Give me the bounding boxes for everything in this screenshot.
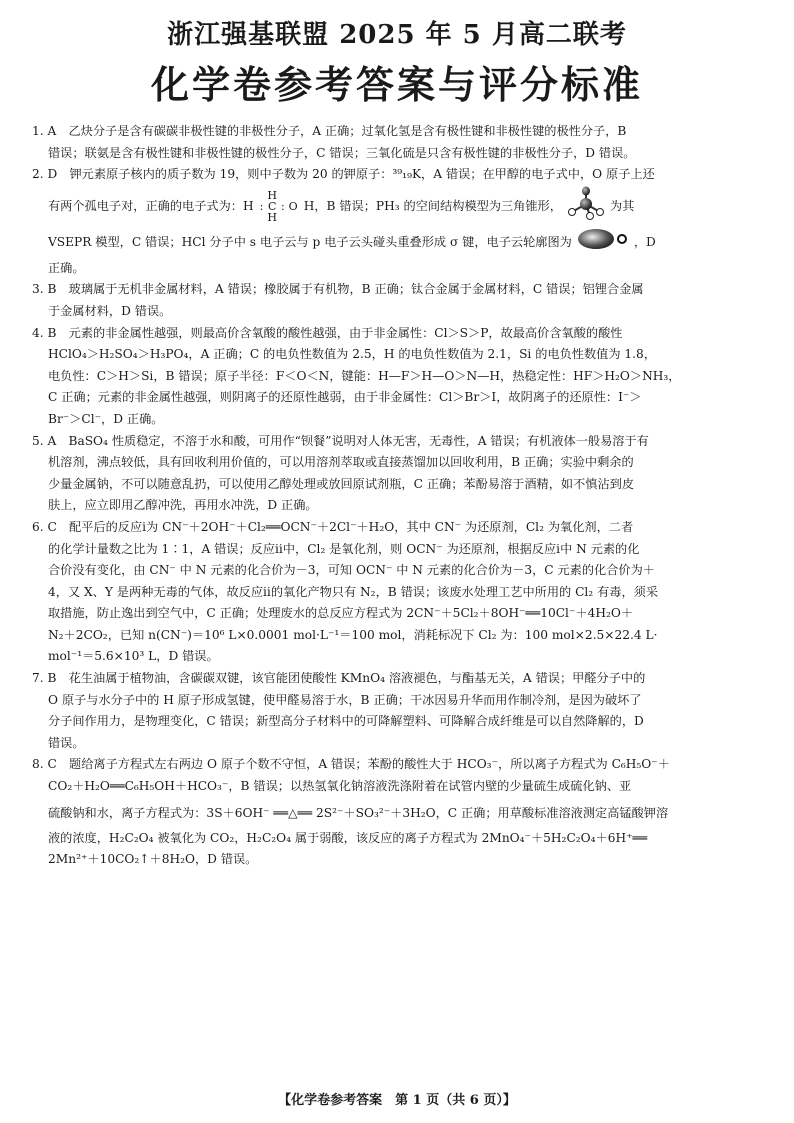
answer-line: 液的浓度，H₂C₂O₄ 被氧化为 CO₂，H₂C₂O₄ 属于弱酸，该反应的离子方程式为 2MnO₄⁻＋5H₂C₂O₄＋6H⁺══ — [48, 830, 648, 845]
structure-atom: O — [288, 200, 298, 214]
answer-item-5 — [32, 431, 766, 517]
methanol-electron-formula — [258, 190, 300, 223]
answer-text: 有两个孤电子对，正确的电子式为：H — [48, 198, 254, 213]
document-subtitle: 化学卷参考答案与评分标准 — [150, 62, 643, 107]
exam-title: 浙江强基联盟 2025 年 5 月高二联考 — [167, 20, 627, 50]
answer-content — [32, 121, 766, 871]
answer-line: Br⁻＞Cl⁻，D 正确。 — [48, 411, 164, 426]
answer-line-with-figure — [32, 228, 766, 258]
answer-line: N₂＋2CO₂，已知 n(CN⁻)＝10⁶ L×0.0001 mol·L⁻¹＝100 mol，消耗标况下 Cl₂ 为：100 mol×2.5×22.4 L· — [48, 627, 658, 642]
page-footer: 【化学卷参考答案 第 1 页（共 6 页）】 — [278, 1093, 516, 1108]
answer-line-with-formula — [32, 186, 766, 228]
answer-text: ，D — [633, 234, 656, 249]
electron-cloud-image — [576, 228, 630, 258]
answer-line: 6. C 配平后的反应ⅰ为 CN⁻＋2OH⁻＋Cl₂══OCN⁻＋2Cl⁻＋H₂O，其中 CN⁻ 为还原剂，Cl₂ 为氧化剂，二者 — [32, 519, 634, 534]
answer-line: O 原子与水分子中的 H 原子形成氢键，使甲醛易溶于水，B 正确；干冰因易升华而用作制冷剂，是因为破坏了 — [48, 692, 642, 707]
answer-line: 合价没有变化，由 CN⁻ 中 N 元素的化合价为－3，可知 OCN⁻ 中 N 元素的化合价为－3，C 元素的化合价为＋ — [48, 563, 655, 578]
answer-line: 错误；联氨是含有极性键和非极性键的极性分子，C 错误；三氧化硫是只含有极性键的非极性分子，D 错误。 — [48, 145, 636, 160]
answer-line: 8. C 题给离子方程式左右两边 O 原子个数不守恒，A 错误；苯酚的酸性大于 HCO₃⁻，所以离子方程式为 C₆H₅O⁻＋ — [32, 757, 670, 772]
structure-colon: : — [280, 200, 285, 214]
answer-line: 7. B 花生油属于植物油，含碳碳双键，该官能团使酸性 KMnO₄ 溶液褪色，与酯基无关，A 错误；甲醛分子中的 — [32, 671, 646, 686]
answer-item-2 — [32, 164, 766, 279]
answer-line: 4. B 元素的非金属性越强，则最高价含氧酸的酸性越强，由于非金属性：Cl＞S＞P，故最高价含氧酸的酸性 — [32, 325, 623, 340]
answer-line: 4，又 X、Y 是两种无毒的气体，故反应ⅱ的氧化产物只有 N₂，B 错误；该废水处理工艺中所用的 Cl₂ 有毒，须采 — [48, 584, 659, 599]
answer-item-8 — [32, 754, 766, 870]
answer-item-1 — [32, 121, 766, 164]
answer-text: VSEPR 模型，C 错误；HCl 分子中 s 电子云与 p 电子云头碰头重叠形成 σ 键，电子云轮廓图为 — [48, 234, 572, 249]
answer-line: mol⁻¹＝5.6×10³ L，D 错误。 — [48, 649, 219, 664]
structure-colon: : — [259, 200, 264, 214]
answer-line: 1. A 乙炔分子是含有碳碳非极性键的非极性分子，A 正确；过氧化氢是含有极性键和非极性键的极性分子，B — [32, 124, 627, 138]
answer-line: 机溶剂，沸点较低，具有回收利用价值的，可以用溶剂萃取或直接蒸馏加以回收利用，B 正确；实验中剩余的 — [48, 455, 634, 470]
structure-atom: H — [267, 211, 277, 225]
vsepr-model-image — [566, 186, 606, 228]
answer-item-7 — [32, 668, 766, 754]
answer-item-6 — [32, 517, 766, 668]
answer-line: 5. A BaSO₄ 性质稳定，不溶于水和酸，可用作“钡餐”说明对人体无害，无毒性，A 错误；有机液体一般易溶于有 — [32, 433, 649, 448]
answer-line: 错误。 — [48, 735, 85, 750]
answer-item-4 — [32, 323, 766, 431]
answer-line: 的化学计量数之比为 1∶1，A 错误；反应ⅱ中，Cl₂ 是氧化剂，则 OCN⁻ 为还原剂，根据反应ⅰ中 N 元素的化 — [48, 541, 640, 556]
answer-line-equation: 硫酸钠和水，离子方程式为：3S＋6OH⁻ ══△══ 2S²⁻＋SO₃²⁻＋3H₂O，C 正确；用草酸标准溶液测定高锰酸钾溶 — [48, 805, 669, 820]
answer-text: 为其 — [609, 198, 635, 213]
answer-line: C 正确；元素的非金属性越强，则阴离子的还原性越弱，由于非金属性：Cl＞Br＞I，故阴离子的还原性：I⁻＞ — [48, 390, 642, 405]
answer-line: 分子间作用力，是物理变化，C 错误；新型高分子材料中的可降解塑料、可降解合成纤维是可以自然降解的，D — [48, 714, 644, 729]
answer-line: CO₂＋H₂O══C₆H₅OH＋HCO₃⁻，B 错误；以热氢氧化钠溶液洗涤附着在试管内壁的少量硫生成硫化钠、亚 — [48, 779, 632, 794]
answer-line: 3. B 玻璃属于无机非金属材料，A 错误；橡胶属于有机物，B 正确；钛合金属于金属材料，C 错误；铝锂合金属 — [32, 282, 644, 297]
answer-line: HClO₄＞H₂SO₄＞H₃PO₄，A 正确；C 的电负性数值为 2.5，H 的电负性数值为 2.1，Si 的电负性数值为 1.8， — [48, 347, 656, 362]
answer-line: 取措施，防止逸出到空气中，C 正确；处理废水的总反应方程式为 2CN⁻＋5Cl₂＋8OH⁻══10Cl⁻＋4H₂O＋ — [48, 606, 634, 621]
answer-line: 正确。 — [48, 260, 85, 275]
answer-item-3 — [32, 279, 766, 322]
answer-line: 2Mn²⁺＋10CO₂↑＋8H₂O，D 错误。 — [48, 852, 258, 867]
answer-line: 2. D 钾元素原子核内的质子数为 19，则中子数为 20 的钾原子：³⁹₁₉K，A 错误；在甲醇的电子式中，O 原子上还 — [32, 167, 655, 182]
answer-line: 肤上，应立即用乙醇冲洗，再用水冲洗，D 正确。 — [48, 498, 318, 513]
structure-atom: H — [267, 189, 277, 203]
structure-atom: C — [267, 200, 277, 214]
answer-text: H，B 错误；PH₃ 的空间结构模型为三角锥形， — [303, 198, 562, 213]
answer-line: 于金属材料，D 错误。 — [48, 303, 172, 318]
answer-line: 少量金属钠，不可以随意乱扔，可以使用乙醇处理或放回原试剂瓶，C 正确；苯酚易溶于酒精，如不慎沾到皮 — [48, 476, 635, 491]
answer-line: 电负性：C＞H＞Si，B 错误；原子半径：F＜O＜N，键能：H—F＞H—O＞N—H，热稳定性：HF＞H₂O＞NH₃， — [48, 368, 681, 383]
